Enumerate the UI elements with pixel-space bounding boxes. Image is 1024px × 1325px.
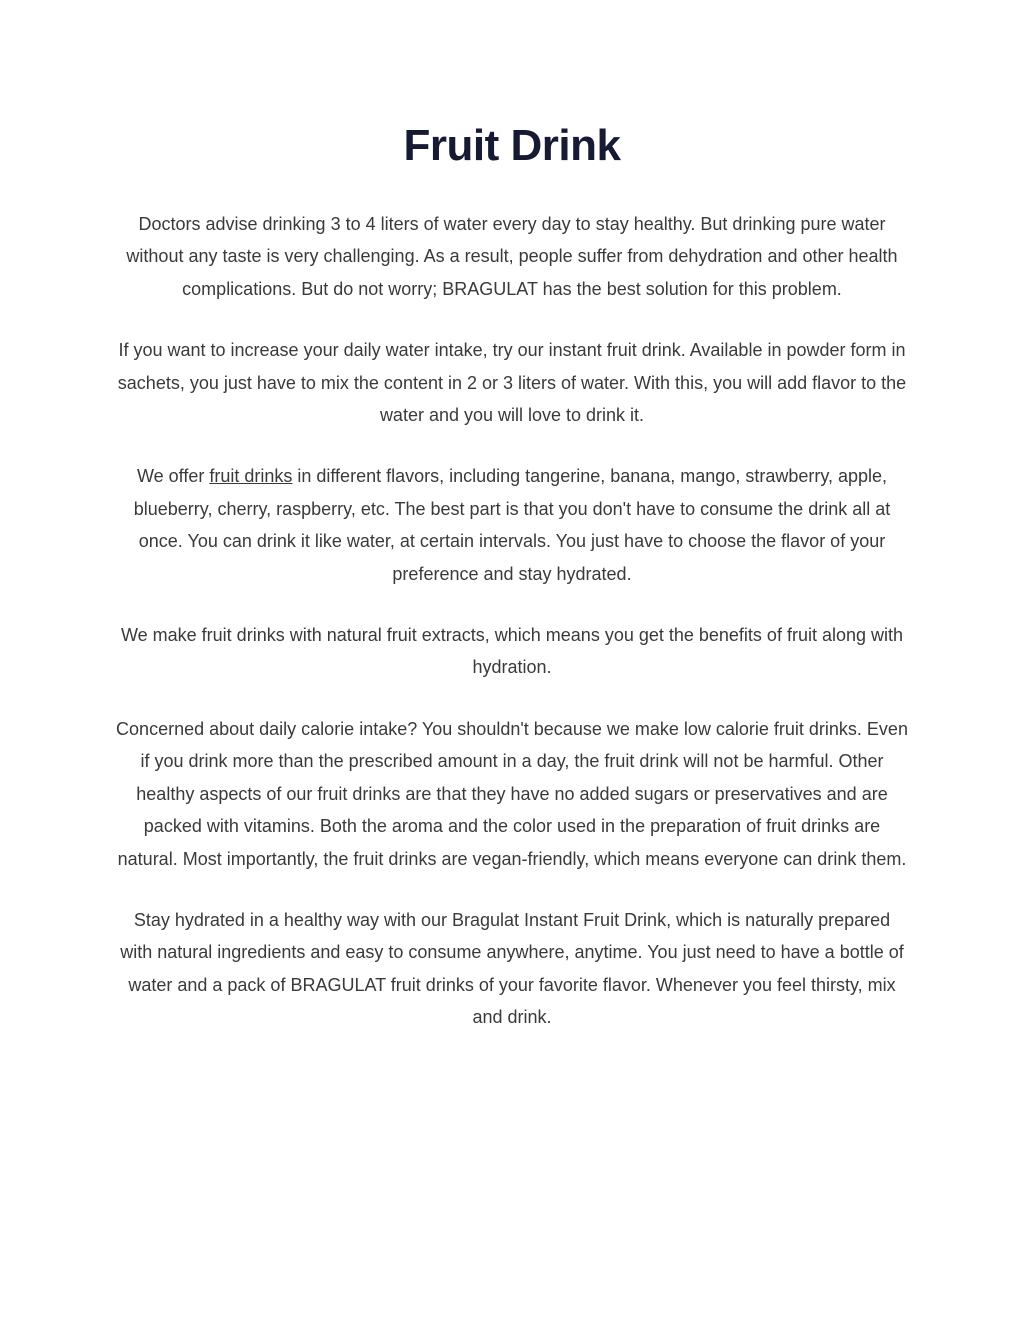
paragraph-intro: Doctors advise drinking 3 to 4 liters of water every day to stay healthy. But drinking pure water without any taste is very challenging. As a result, people suffer from dehydration and other health complications. But do not worry; BRAGULAT has the best solution for this problem. xyxy=(126,214,898,299)
paragraph-stay-hydrated: Stay hydrated in a healthy way with our Bragulat Instant Fruit Drink, which is naturally prepared with natural ingredients and easy to consume anywhere, anytime. You just need to have a bottle of water and a pack of BRAGULAT fruit drinks of your favorite flavor. Whenever you feel thirsty, mix and drink. xyxy=(120,909,904,1028)
fruit-drinks-link[interactable]: fruit drinks xyxy=(209,466,293,487)
article-body xyxy=(116,208,908,1063)
paragraph-flavors-after: in different flavors, including tangerine, banana, mango, strawberry, apple, blueberry, cherry, raspberry, etc. The best part is that you don't have to consume the drink all at once. You can drink it like water, at certain intervals. You just have to choose the flavor of your preference and stay hydrated. xyxy=(133,466,891,584)
paragraph-water-intake: If you want to increase your daily water intake, try our instant fruit drink. Available in powder form in sachets, you just have to mix the content in 2 or 3 liters of water. With this, you will add flavor to the water and you will love to drink it. xyxy=(117,340,907,426)
paragraph-flavors xyxy=(116,460,908,590)
paragraph-natural-extracts: We make fruit drinks with natural fruit extracts, which means you get the benefits of fruit along with hydration. xyxy=(120,625,904,678)
paragraph-flavors-before: We offer xyxy=(136,466,210,487)
page-title: Fruit Drink xyxy=(403,121,621,170)
paragraph-calories: Concerned about daily calorie intake? You shouldn't because we make low calorie fruit drinks. Even if you drink more than the prescribed amount in a day, the fruit drink will not be harmful. Other healthy aspects of our fruit drinks are that they have no added sugars or preservatives and are packed with vitamins. Both the aroma and the color used in the preparation of fruit drinks are natural. Most importantly, the fruit drinks are vegan-friendly, which means everyone can drink them. xyxy=(116,718,908,869)
